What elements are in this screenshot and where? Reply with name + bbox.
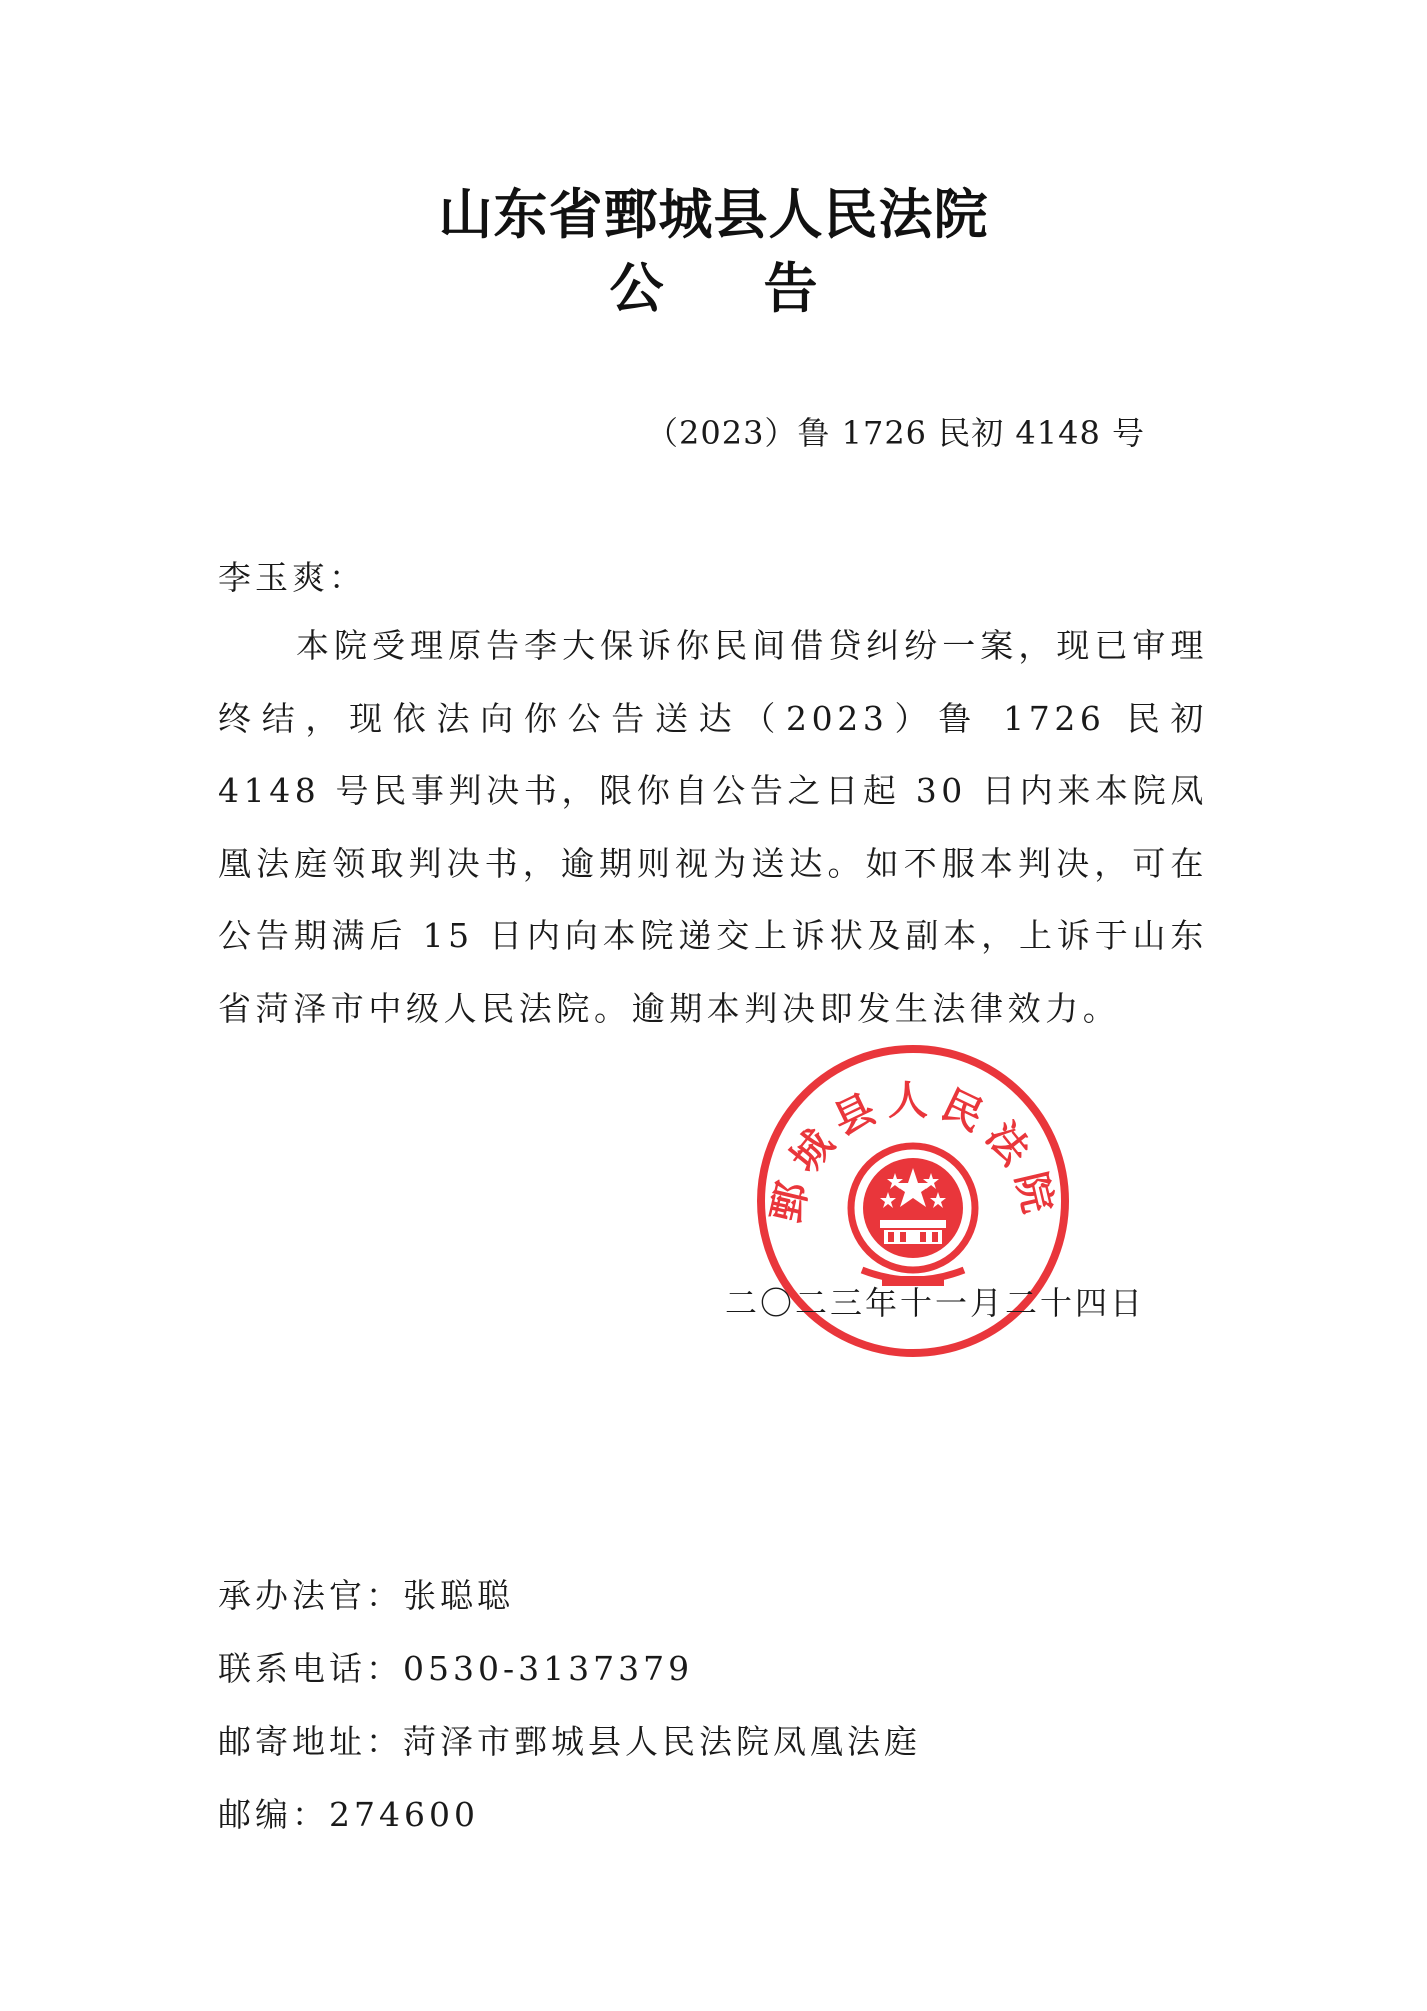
notice-date: 二〇二三年十一月二十四日 <box>724 1284 1145 1322</box>
case-number: （2023）鲁 1726 民初 4148 号 <box>645 414 1145 452</box>
addressee: 李玉爽： <box>218 558 366 597</box>
court-name-title: 山东省鄄城县人民法院 <box>438 182 989 246</box>
notice-title: 公告 <box>609 256 918 320</box>
seal-text: 鄄城县人民法院 <box>763 1078 1063 1228</box>
notice-body: 本院受理原告李大保诉你民间借贷纠纷一案，现已审理终结，现依法向你公告送达（2023）鲁 1726 民初 4148 号民事判决书，限你自公告之日起 30 日内来本院凤凰法庭领取判决书，逾期则视为送达。如不服本判决，可在公告期满后 15 日内向本院递交上诉状及副本，上诉于山东省菏泽市中级人民法院。逾期本判决即发生法律效力。 <box>218 626 1208 1028</box>
national-emblem-icon <box>851 1146 975 1286</box>
footer-phone: 联系电话：0530-3137379 <box>218 1649 694 1688</box>
footer-postcode: 邮编：274600 <box>218 1795 479 1834</box>
footer-address: 邮寄地址：菏泽市鄄城县人民法院凤凰法庭 <box>218 1722 921 1761</box>
footer-judge: 承办法官：张聪聪 <box>218 1576 514 1615</box>
